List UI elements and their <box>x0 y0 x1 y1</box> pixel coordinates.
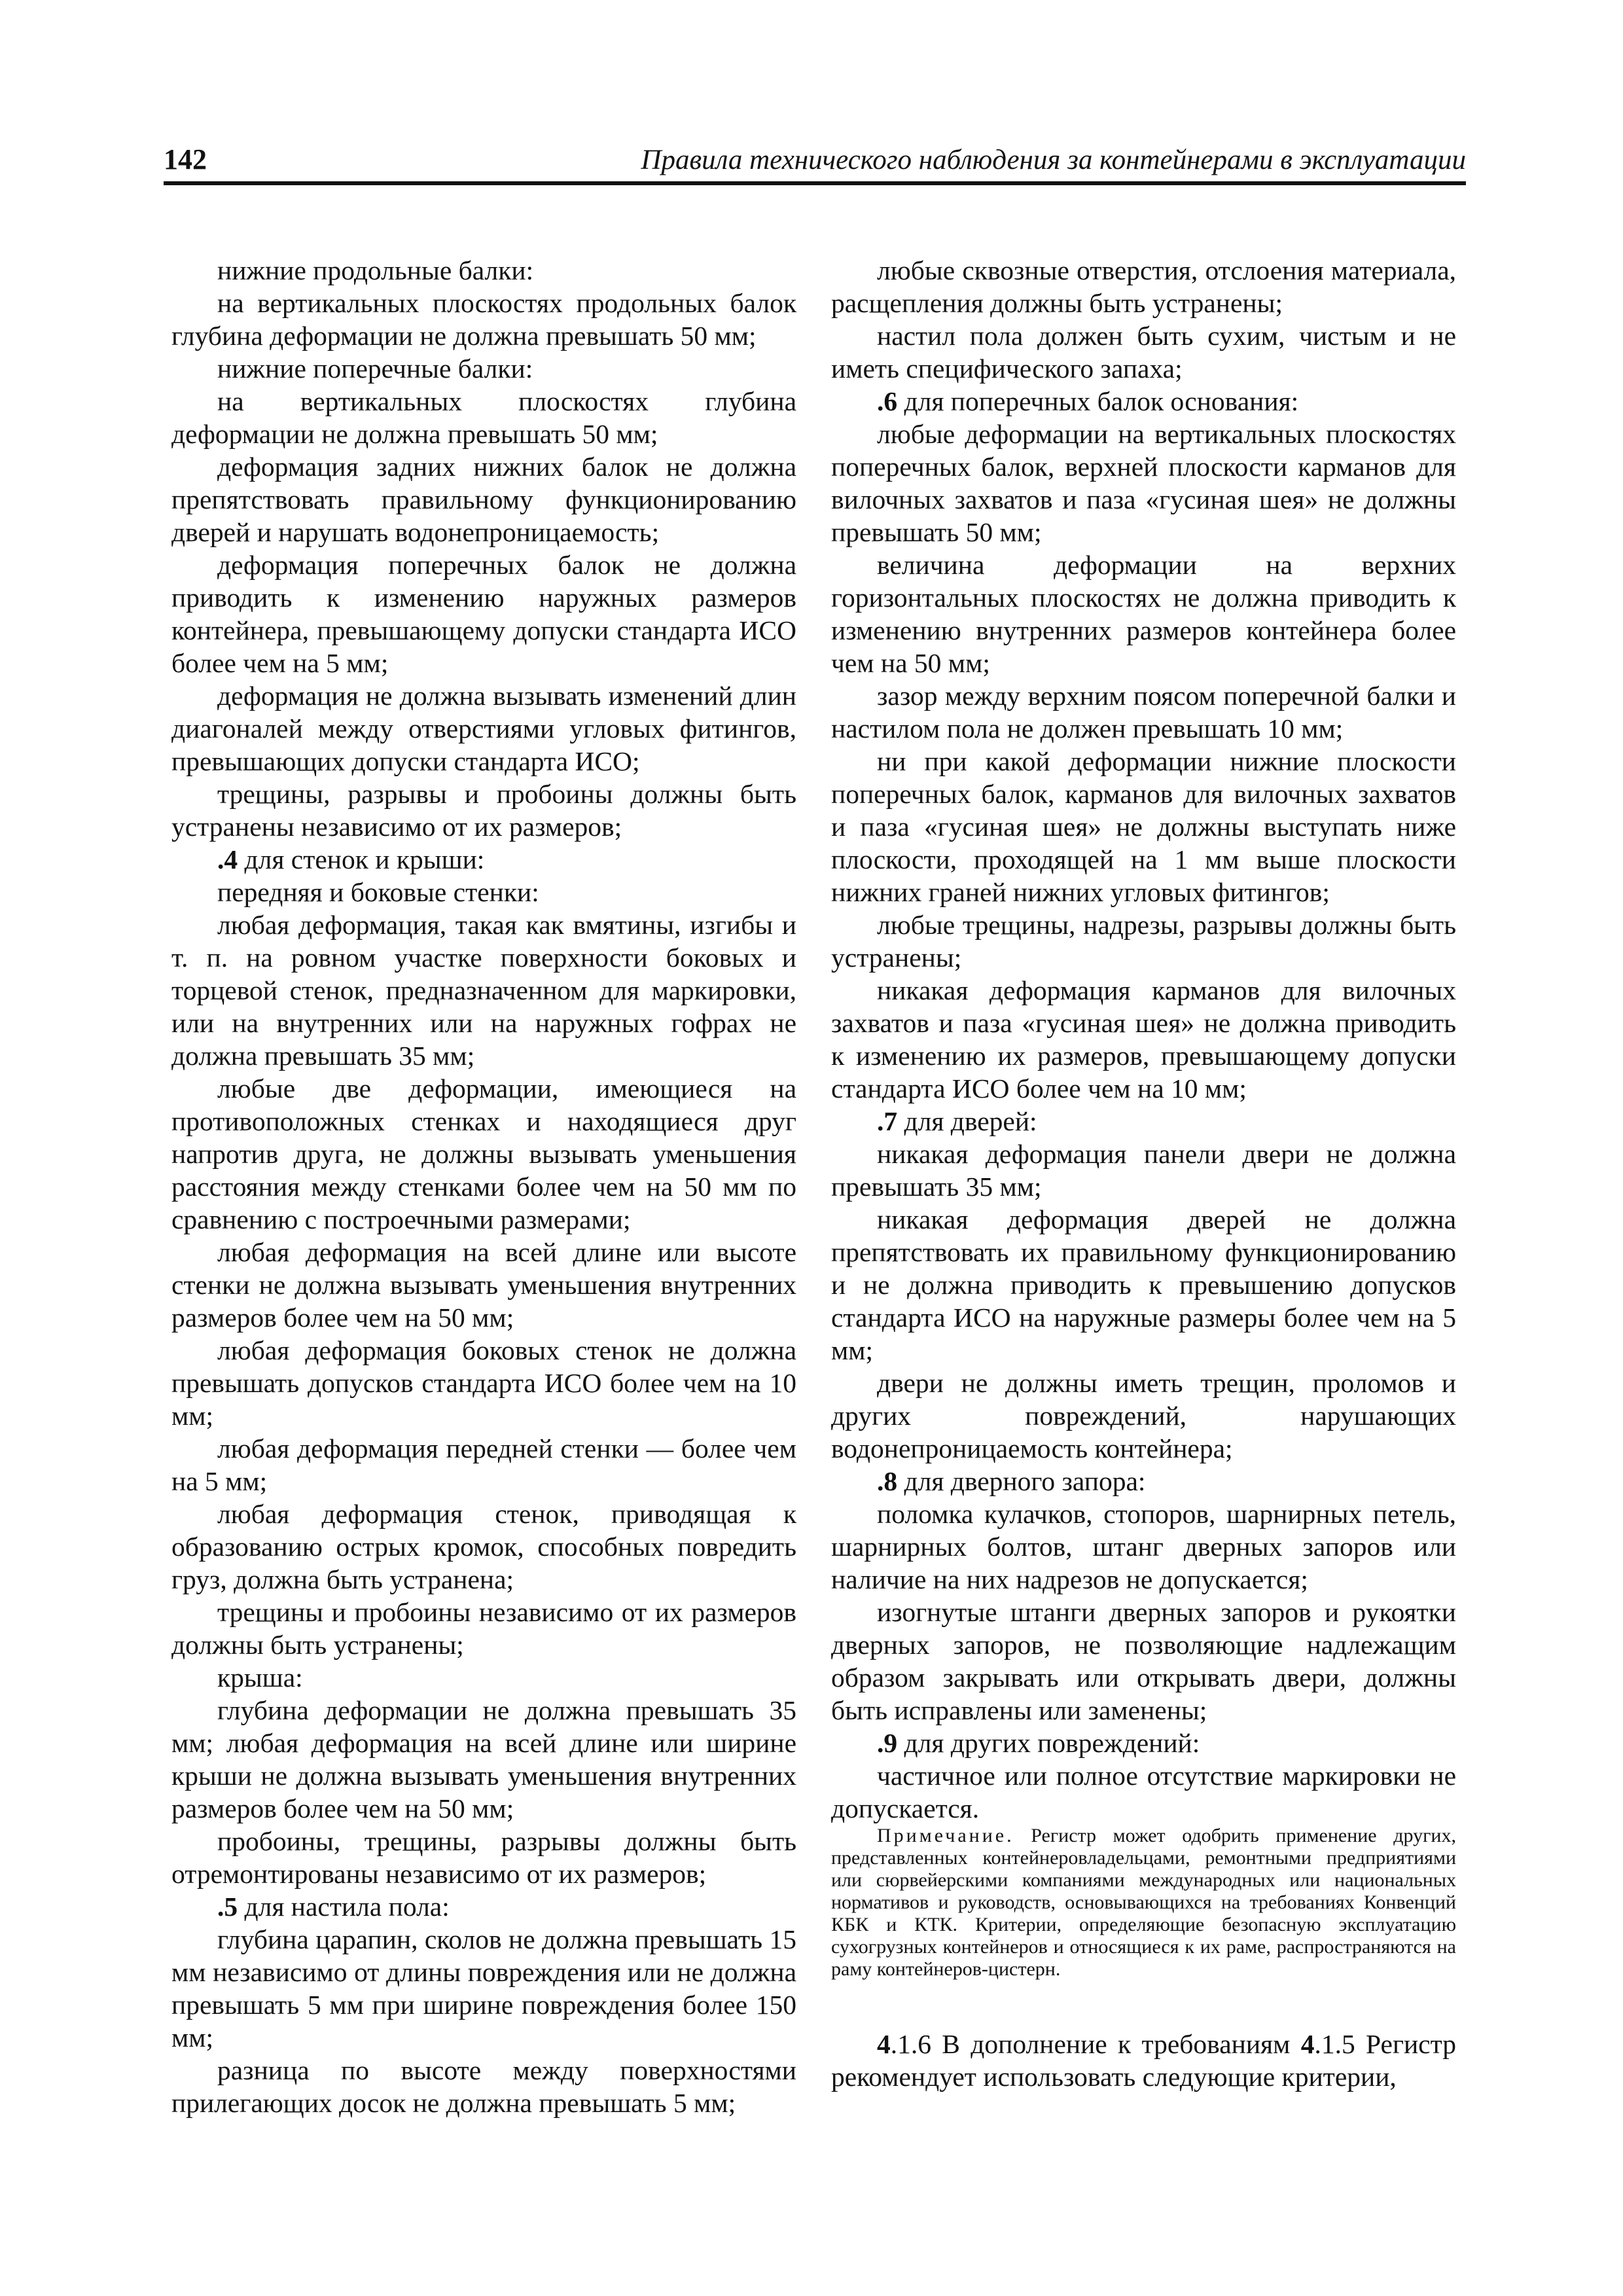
paragraph: частичное или полное отсутствие маркировки не допускается. <box>831 1761 1456 1823</box>
note-label: Примечание. <box>877 1825 1014 1846</box>
paragraph: никакая деформация дверей не должна препятствовать их правильному функционированию и не должна приводить к превышению допусков стандарта ИСО на наружные размеры более чем на 5 мм; <box>831 1204 1456 1365</box>
paragraph: нижние продольные балки: <box>217 255 534 285</box>
item-number: .7 <box>877 1106 898 1136</box>
paragraph: изогнутые штанги дверных запоров и рукоятки дверных запоров, не позволяющие надлежащим образом закрывать или открывать двери, должны быть исправлены или заменены; <box>831 1597 1456 1725</box>
paragraph: любая деформация боковых стенок не должна превышать допусков стандарта ИСО более чем на 10 мм; <box>171 1335 796 1431</box>
paragraph: деформация поперечных балок не должна приводить к изменению наружных размеров контейнера, превышающему допуски стандарта ИСО более чем на 5 мм; <box>171 550 796 678</box>
paragraph: любые сквозные отверстия, отслоения материала, расщепления должны быть устранены; <box>831 255 1456 318</box>
running-title: Правила технического наблюдения за контейнерами в эксплуатации <box>641 145 1466 175</box>
paragraph: величина деформации на верхних горизонтальных плоскостях не должна приводить к изменению внутренних размеров контейнера более чем на 50 мм; <box>831 550 1456 678</box>
paragraph: настил пола должен быть сухим, чистым и не иметь специфического запаха; <box>831 321 1456 384</box>
paragraph: крыша: <box>217 1662 303 1693</box>
item-number: .9 <box>877 1728 898 1758</box>
paragraph: трещины и пробоины независимо от их размеров должны быть устранены; <box>171 1597 796 1660</box>
paragraph: поломка кулачков, стопоров, шарнирных петель, шарнирных болтов, штанг дверных запоров или наличие на них надрезов не допускается; <box>831 1499 1456 1594</box>
page-number: 142 <box>164 143 207 175</box>
paragraph: деформация задних нижних балок не должна препятствовать правильному функционированию дверей и нарушать водонепроницаемость; <box>171 452 796 547</box>
paragraph: на вертикальных плоскостях продольных балок глубина деформации не должна превышать 50 мм; <box>171 288 796 351</box>
paragraph: нижние поперечные балки: <box>217 353 533 384</box>
paragraph: любые деформации на вертикальных плоскостях поперечных балок, верхней плоскости карманов для вилочных захватов и паза «гусиная шея» не должны превышать 50 мм; <box>831 419 1456 547</box>
paragraph: глубина царапин, сколов не должна превышать 15 мм независимо от длины повреждения или не должна превышать 5 мм при ширине повреждения более 150 мм; <box>171 1924 796 2053</box>
paragraph: на вертикальных плоскостях глубина деформации не должна превышать 50 мм; <box>171 386 796 449</box>
list-item-heading: .6 для поперечных балок основания: <box>877 386 1299 416</box>
item-number: .8 <box>877 1466 898 1496</box>
paragraph: передняя и боковые стенки: <box>217 877 539 907</box>
paragraph: двери не должны иметь трещин, проломов и других повреждений, нарушающих водонепроницаемость контейнера; <box>831 1368 1456 1463</box>
list-item-heading: .5 для настила пола: <box>217 1892 450 1922</box>
paragraph: деформация не должна вызывать изменений длин диагоналей между отверстиями угловых фитингов, превышающих допуски стандарта ИСО; <box>171 681 796 776</box>
note <box>831 1825 1456 1981</box>
list-item-heading: .9 для других повреждений: <box>877 1728 1200 1758</box>
item-number: .5 <box>217 1892 238 1922</box>
paragraph: пробоины, трещины, разрывы должны быть отремонтированы независимо от их размеров; <box>171 1826 796 1889</box>
paragraph: трещины, разрывы и пробоины должны быть устранены независимо от их размеров; <box>171 779 796 842</box>
paragraph: зазор между верхним поясом поперечной балки и настилом пола не должен превышать 10 мм; <box>831 681 1456 744</box>
section-4-1-6: 4.1.6 В дополнение к требованиям 4.1.5 Регистр рекомендует использовать следующие критерии, <box>831 2029 1456 2092</box>
page-header <box>164 141 1466 185</box>
paragraph: любые две деформации, имеющиеся на противоположных стенках и находящиеся друг напротив друга, не должны вызывать уменьшения расстояния между стенками более чем на 50 мм по сравнению с построечными размерами; <box>171 1073 796 1234</box>
item-number: .4 <box>217 844 238 874</box>
left-column <box>171 254 796 2119</box>
right-column <box>831 254 1456 2093</box>
paragraph: любые трещины, надрезы, разрывы должны быть устранены; <box>831 910 1456 973</box>
paragraph: любая деформация на всей длине или высоте стенки не должна вызывать уменьшения внутренних размеров более чем на 50 мм; <box>171 1237 796 1333</box>
item-number: .6 <box>877 386 898 416</box>
list-item-heading: .8 для дверного запора: <box>877 1466 1146 1496</box>
paragraph: любая деформация, такая как вмятины, изгибы и т. п. на ровном участке поверхности боковых и торцевой стенок, предназначенном для маркировки, или на внутренних или на наружных гофрах не должна превышать 35 мм; <box>171 910 796 1071</box>
paragraph: никакая деформация карманов для вилочных захватов и паза «гусиная шея» не должна приводить к изменению их размеров, превышающему допуски стандарта ИСО более чем на 10 мм; <box>831 975 1456 1103</box>
note-text: Регистр может одобрить применение других, представленных контейнеровладельцами, ремонтными предприятиями или сюрвейерскими компаниями международных или национальных нормативов и руководств, основывающихся на требованиях Конвенций КБК и КТК. Критерии, определяющие безопасную эксплуатацию сухогрузных контейнеров и относящиеся к их раме, распространяются на раму контейнеров-цистерн. <box>831 1825 1456 1980</box>
paragraph: глубина деформации не должна превышать 35 мм; любая деформация на всей длине или ширине крыши не должна вызывать уменьшения внутренних размеров более чем на 50 мм; <box>171 1695 796 1823</box>
paragraph: любая деформация передней стенки — более чем на 5 мм; <box>171 1433 796 1496</box>
paragraph: разница по высоте между поверхностями прилегающих досок не должна превышать 5 мм; <box>171 2055 796 2118</box>
list-item-heading: .7 для дверей: <box>877 1106 1037 1136</box>
paragraph: никакая деформация панели двери не должна превышать 35 мм; <box>831 1139 1456 1202</box>
paragraph: ни при какой деформации нижние плоскости поперечных балок, карманов для вилочных захватов и паза «гусиная шея» не должны выступать ниже плоскости, проходящей на 1 мм выше плоскости нижних граней нижних угловых фитингов; <box>831 746 1456 907</box>
paragraph: любая деформация стенок, приводящая к образованию острых кромок, способных повредить груз, должна быть устранена; <box>171 1499 796 1594</box>
list-item-heading: .4 для стенок и крыши: <box>217 844 485 874</box>
